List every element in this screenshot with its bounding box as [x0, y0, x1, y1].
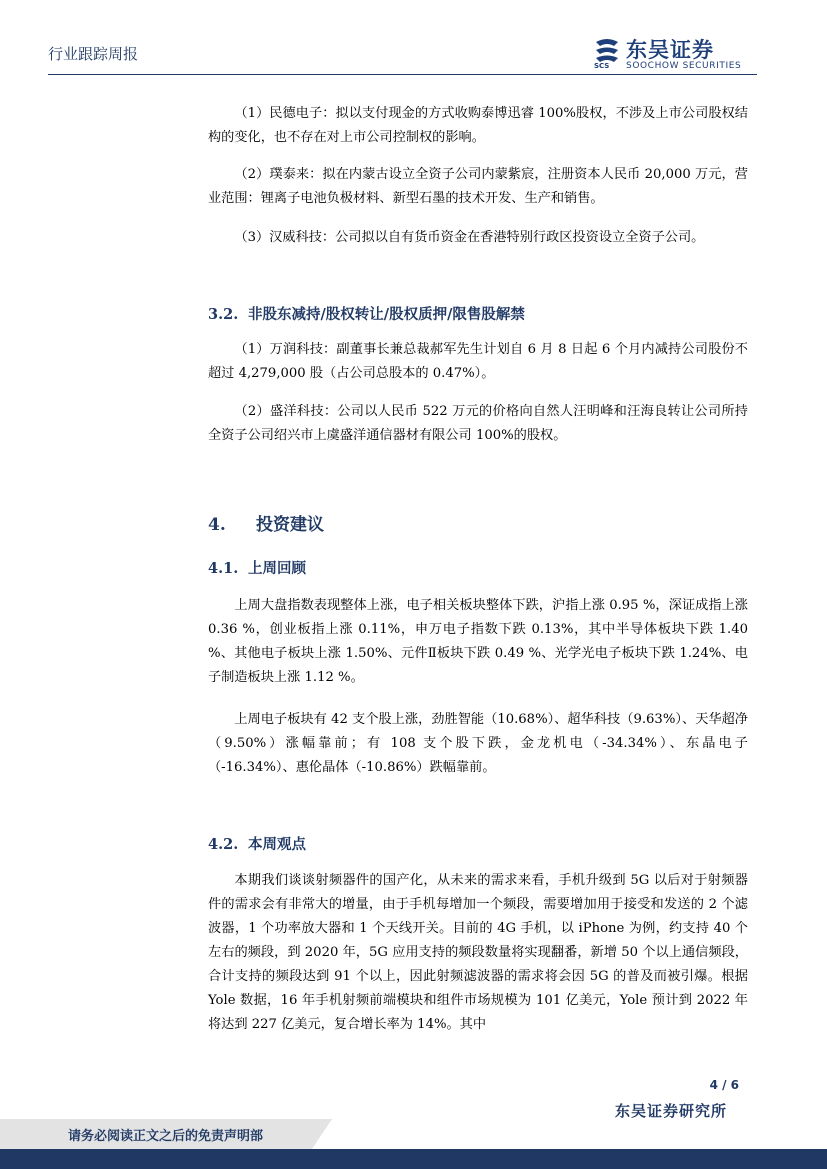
section-title: 上周回顾: [248, 560, 306, 577]
paragraph: （1）民德电子：拟以支付现金的方式收购泰博迅睿 100%股权，不涉及上市公司股权结构的变化，也不存在对上市公司控制权的影响。: [208, 106, 748, 145]
section-number: 4.2.: [208, 836, 239, 853]
footer-band: [0, 1149, 827, 1169]
disclaimer-bar: [0, 1119, 312, 1149]
report-type-label: 行业跟踪周报: [48, 45, 139, 63]
logo-english-name: SOOCHOW SECURITIES: [626, 61, 742, 71]
paragraph: （2）盛洋科技：公司以人民币 522 万元的价格向自然人汪明峰和汪海良转让公司所持全资子公司绍兴市上虞盛洋通信器材有限公司 100%的股权。: [208, 404, 748, 443]
section-title: 非股东减持/股权转让/股权质押/限售股解禁: [248, 306, 525, 323]
paragraph: （3）汉威科技：公司拟以自有货币资金在香港特别行政区投资设立全资子公司。: [234, 230, 705, 245]
section-heading-3-2: [208, 303, 525, 324]
section-number: 4.1.: [208, 560, 239, 577]
section-number: 4.: [208, 515, 226, 535]
page-number: 4 / 6: [709, 1078, 739, 1092]
company-logo: [592, 34, 762, 74]
paragraph: 本期我们谈谈射频器件的国产化，从未来的需求来看，手机升级到 5G 以后对于射频器件的需求会有非常大的增量，由于手机每增加一个频段，需要增加用于接受和发送的 2 个滤波器，1 个功率放大器和 1 个天线开关。目前的 4G 手机，以 iPhone 为例，约支持 40 个左右的频段，到 2020 年，5G 应用支持的频段数量将实现翻番，新增 50 个以上通信频段，合计支持的频段达到 91 个以上，因此射频滤波器的需求将会因 5G 的普及而被引爆。根据 Yole 数据，16 年手机射频前端模块和组件市场规模为 101 亿美元，Yole 预计到 2022 年将达到 227 亿美元，复合增长率为 14%。其中: [208, 873, 748, 1032]
paragraph: 上周电子板块有 42 支个股上涨，劲胜智能（10.68%）、超华科技（9.63%）、天华超净（9.50%）涨幅靠前；有 108 支个股下跌，金龙机电（-34.34%）、东晶电子（-16.34%）、惠伦晶体（-10.86%）跌幅靠前。: [208, 712, 748, 775]
section-title: 投资建议: [256, 515, 324, 535]
section-number: 3.2.: [208, 306, 239, 323]
disclaimer-text: 请务必阅读正文之后的免责声明部: [68, 1129, 264, 1144]
paragraph: （2）璞泰来：拟在内蒙古设立全资子公司内蒙紫宸，注册资本人民币 20,000 万元，营业范围：锂离子电池负极材料、新型石墨的技术开发、生产和销售。: [208, 167, 748, 206]
section-heading-4-1: [208, 557, 306, 578]
logo-abbr: SCS: [594, 62, 610, 70]
header-divider: [48, 74, 757, 75]
section-heading-4-2: [208, 833, 306, 854]
logo-chinese-name: 东吴证券: [626, 38, 714, 62]
section-title: 本周观点: [248, 836, 306, 853]
section-heading-4: [208, 510, 324, 535]
research-institute-name: 东吴证券研究所: [614, 1102, 727, 1120]
paragraph: （1）万润科技：副董事长兼总裁郝军先生计划自 6 月 8 日起 6 个月内减持公司股份不超过 4,279,000 股（占公司总股本的 0.47%）。: [208, 342, 748, 381]
paragraph: 上周大盘指数表现整体上涨，电子相关板块整体下跌，沪指上涨 0.95 %，深证成指上涨 0.36 %，创业板指上涨 0.11%，申万电子指数下跌 0.13%，其中半导体板块下跌 1.40 %、其他电子板块上涨 1.50%、元件Ⅱ板块下跌 0.49 %、光学光电子板块下跌 1.24%、电子制造板块上涨 1.12 %。: [208, 598, 748, 685]
